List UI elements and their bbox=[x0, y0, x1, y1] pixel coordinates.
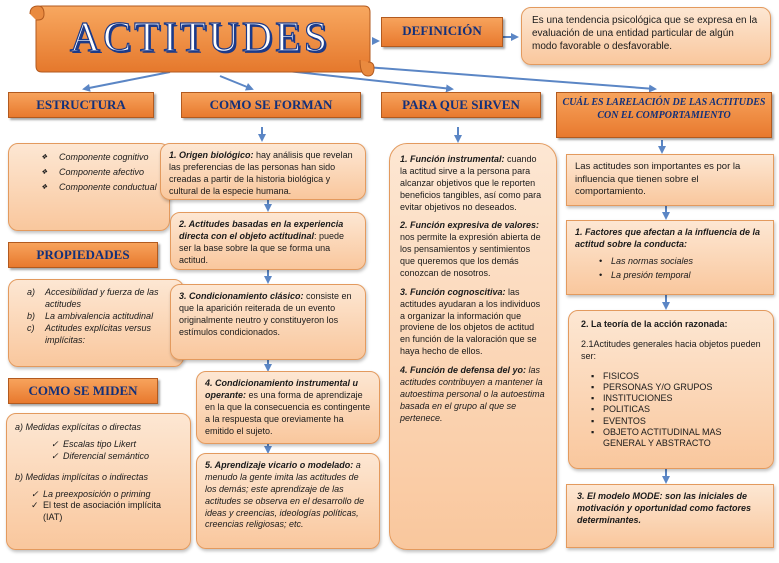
forman-item-5 bbox=[196, 453, 380, 549]
propiedades-letter: c) bbox=[27, 322, 35, 333]
teoria-list bbox=[577, 371, 765, 450]
miden-a-list bbox=[15, 439, 182, 463]
forman-item-text: hay análisis que revelan las preferencias de las personas han sido creadas a partir de la historia biológica y cultural de la especie humana. bbox=[169, 150, 353, 196]
como-se-miden-label: COMO SE MIDEN bbox=[8, 378, 158, 404]
teoria-item: ▪ POLITICAS bbox=[577, 404, 765, 415]
como-se-miden-box bbox=[6, 413, 191, 550]
relacion-label: CUÁL ES LARELACIÓN DE LAS ACTITUDES CON EL COMPORTAMIENTO bbox=[556, 92, 772, 138]
propiedades-item bbox=[27, 323, 173, 347]
estructura-list bbox=[19, 152, 159, 194]
propiedades-item bbox=[27, 311, 173, 323]
forman-item-text: consiste en que la aparición reiterada de un evento originalmente neutro y constituyeron los estímulos condicionados. bbox=[179, 291, 352, 337]
propiedades-text: Accesibilidad y fuerza de las actitudes bbox=[45, 287, 159, 309]
estructura-label: ESTRUCTURA bbox=[8, 92, 154, 118]
teoria-item: ▪ OBJETO ACTITUDINAL MAS GENERAL Y ABSTRACTO bbox=[577, 427, 765, 450]
relacion-intro: Las actitudes son importantes es por la influencia que tienen sobre el comportamiento. bbox=[566, 154, 774, 206]
sirven-item-title: 4. Función de defensa del yo: bbox=[400, 365, 527, 375]
main-title: ACTITUDES bbox=[69, 15, 331, 61]
forman-item-text: a menudo la gente imita las actitudes de los demás; este aprendizaje de las actitudes se observa en el desarrollo de ideas y creencias, ideologías políticas, creencias religiosas; etc. bbox=[205, 460, 365, 530]
propiedades-item bbox=[27, 287, 173, 311]
forman-item-1 bbox=[160, 143, 366, 200]
forman-item-3 bbox=[170, 284, 366, 360]
definicion-label: DEFINICIÓN bbox=[381, 17, 503, 47]
sirven-item-1 bbox=[400, 154, 546, 213]
como-se-forman-label: COMO SE FORMAN bbox=[181, 92, 361, 118]
estructura-item: ❖ Componente afectivo bbox=[41, 167, 159, 179]
sirven-item-title: 2. Función expresiva de valores: bbox=[400, 220, 540, 231]
forman-item-title: 5. Aprendizaje vicario o modelado: bbox=[205, 460, 354, 470]
sirven-item-text: nos permite la expresión abierta de los pensamientos y sentimientos que queremos que los demás conozcan de nosotros. bbox=[400, 232, 541, 278]
propiedades-label: PROPIEDADES bbox=[8, 242, 158, 268]
teoria-item: ▪ PERSONAS Y/O GRUPOS bbox=[577, 382, 765, 393]
factores-item: • Las normas sociales bbox=[575, 256, 765, 268]
sirven-item-title: 1. Función instrumental: bbox=[400, 154, 505, 164]
teoria-text: 2.1Actitudes generales hacia objetos pueden ser: bbox=[581, 338, 761, 361]
teoria-title: 2. La teoría de la acción razonada: bbox=[581, 319, 728, 329]
estructura-item: ❖ Componente cognitivo bbox=[41, 152, 159, 164]
forman-item-title: 4. Condicionamiento instrumental u operante: bbox=[205, 378, 359, 400]
estructura-box bbox=[8, 143, 170, 231]
sirven-box bbox=[389, 143, 557, 550]
relacion-factores bbox=[566, 220, 774, 295]
teoria-item: ▪ INSTITUCIONES bbox=[577, 393, 765, 404]
teoria-item: ▪ EVENTOS bbox=[577, 416, 765, 427]
estructura-item: ❖ Componente conductual bbox=[41, 182, 159, 194]
factores-title: 1. Factores que afectan a la influencia de la actitud sobre la conducta: bbox=[575, 227, 761, 249]
propiedades-letter: b) bbox=[27, 310, 36, 321]
miden-b-item: ✓ El test de asociación implícita (IAT) bbox=[15, 500, 182, 524]
sirven-item-3 bbox=[400, 287, 546, 358]
miden-a-title: a) Medidas explícitas o directas bbox=[15, 422, 142, 432]
forman-item-2 bbox=[170, 212, 366, 270]
sirven-item-text: las actitudes contribuyen a mantener la autoestima personal o la autoestima basada en el grupo al que se pertenece. bbox=[400, 365, 545, 423]
miden-b-item: ✓ La preexposición o priming bbox=[15, 489, 182, 501]
definicion-text: Es una tendencia psicológica que se expresa en la evaluación de una entidad particular de algún modo favorable o desfavorable. bbox=[521, 7, 771, 65]
sirven-item-2 bbox=[400, 220, 546, 279]
factores-item: • La presión temporal bbox=[575, 270, 765, 282]
relacion-mode bbox=[566, 484, 774, 548]
factores-list bbox=[575, 256, 765, 282]
miden-a-item: ✓ Escalas tipo Likert bbox=[35, 439, 182, 451]
forman-item-text: : puede ser la base sobre la que se forma una actitud. bbox=[179, 230, 345, 265]
sirven-item-title: 3. Función cognoscitiva: bbox=[400, 286, 506, 297]
para-que-sirven-label: PARA QUE SIRVEN bbox=[381, 92, 541, 118]
propiedades-box bbox=[8, 279, 184, 367]
miden-a-item: ✓ Diferencial semántico bbox=[35, 451, 182, 463]
forman-item-text: es una forma de aprendizaje en la que la consecuencia es contingente a la respuesta que oreviamente ha emitido el sujeto. bbox=[205, 389, 371, 436]
teoria-item: ▪ FISICOS bbox=[577, 371, 765, 382]
propiedades-letter: a) bbox=[27, 287, 36, 297]
sirven-item-text: cuando la actitud sirve a la persona para alcanzar objetivos que le reporten beneficios tangibles, así como para evitar objetivos no deseados. bbox=[400, 154, 542, 212]
forman-item-title: 2. Actitudes basadas en la experiencia directa con el objeto actitudinal bbox=[179, 219, 344, 241]
propiedades-text: Actitudes explícitas versus implícitas: bbox=[45, 322, 152, 345]
sirven-item-text: las actitudes ayudaran a los individuos a organizar la información que proviene de los objetos de actitud en función de la valoración que se haya hecho de ellos. bbox=[400, 286, 541, 357]
miden-b-list bbox=[15, 489, 182, 525]
propiedades-list bbox=[19, 287, 173, 346]
forman-item-title: 1. Origen biológico: bbox=[169, 150, 254, 160]
sirven-item-4 bbox=[400, 365, 546, 424]
mode-text: 3. El modelo MODE: son las iniciales de motivación y oportunidad como factores determinantes. bbox=[577, 491, 752, 525]
miden-b-title: b) Medidas implícitas o indirectas bbox=[15, 471, 149, 482]
propiedades-text: La ambivalencia actitudinal bbox=[45, 310, 154, 321]
forman-item-4 bbox=[196, 371, 380, 444]
forman-item-title: 3. Condicionamiento clásico: bbox=[179, 291, 304, 301]
relacion-teoria bbox=[568, 310, 774, 469]
